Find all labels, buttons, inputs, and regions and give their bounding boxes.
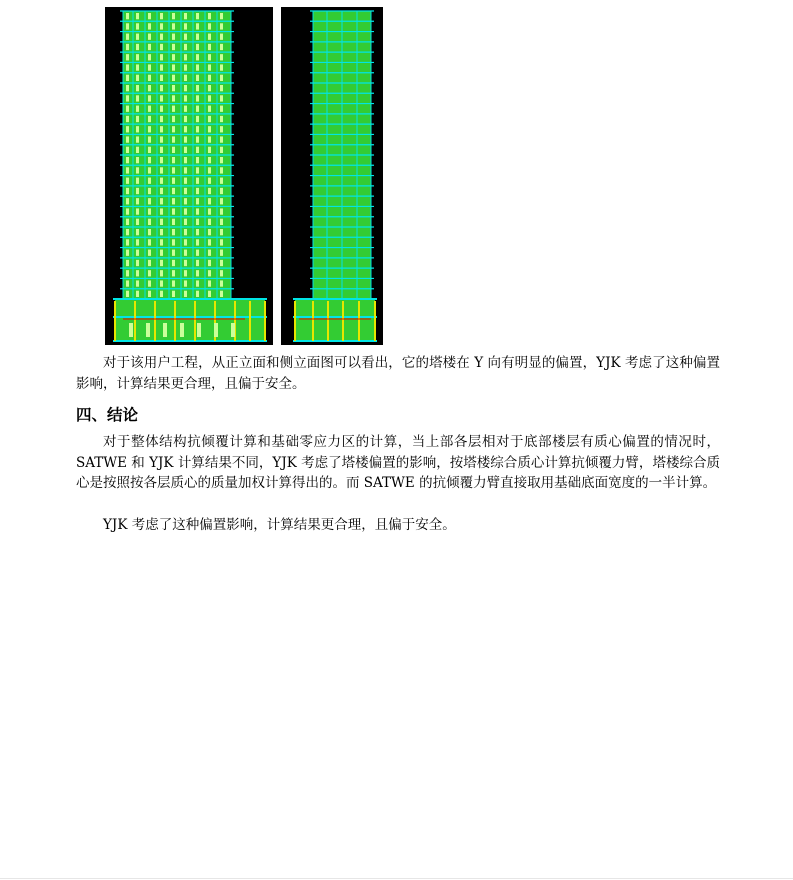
window <box>220 270 223 276</box>
window <box>126 23 129 29</box>
window <box>208 13 211 19</box>
window <box>184 208 187 214</box>
window <box>208 291 211 297</box>
window <box>208 64 211 70</box>
window <box>136 106 139 112</box>
window <box>126 75 129 81</box>
window <box>184 106 187 112</box>
window <box>148 34 151 40</box>
window <box>148 239 151 245</box>
window <box>148 270 151 276</box>
window <box>208 198 211 204</box>
section-heading-conclusion: 四、结论 <box>76 405 139 424</box>
window <box>148 13 151 19</box>
window <box>196 157 199 163</box>
window <box>136 219 139 225</box>
window <box>126 167 129 173</box>
window <box>172 44 175 50</box>
window <box>136 280 139 286</box>
window <box>136 23 139 29</box>
window <box>148 229 151 235</box>
window <box>208 280 211 286</box>
window <box>148 198 151 204</box>
window <box>196 75 199 81</box>
window <box>126 157 129 163</box>
window <box>208 219 211 225</box>
window <box>160 126 163 132</box>
window <box>220 85 223 91</box>
window <box>220 75 223 81</box>
window <box>126 291 129 297</box>
window <box>136 167 139 173</box>
window <box>160 116 163 122</box>
window <box>196 291 199 297</box>
window <box>220 64 223 70</box>
window <box>184 219 187 225</box>
podium-body <box>115 299 265 341</box>
window <box>196 167 199 173</box>
window <box>196 34 199 40</box>
window <box>196 219 199 225</box>
window <box>172 64 175 70</box>
window <box>148 44 151 50</box>
window <box>184 116 187 122</box>
window <box>220 147 223 153</box>
window <box>126 280 129 286</box>
window <box>136 64 139 70</box>
window <box>208 85 211 91</box>
window <box>148 54 151 60</box>
side-elevation-drawing-icon <box>281 7 383 345</box>
window <box>148 136 151 142</box>
window <box>184 54 187 60</box>
window <box>136 95 139 101</box>
window <box>196 13 199 19</box>
window <box>148 106 151 112</box>
window <box>220 260 223 266</box>
window <box>220 188 223 194</box>
window <box>136 178 139 184</box>
window <box>160 106 163 112</box>
window <box>136 260 139 266</box>
window <box>208 106 211 112</box>
window <box>172 188 175 194</box>
window <box>126 208 129 214</box>
window <box>220 95 223 101</box>
window <box>208 178 211 184</box>
window <box>160 136 163 142</box>
window <box>220 13 223 19</box>
window <box>184 23 187 29</box>
window <box>196 54 199 60</box>
window <box>196 64 199 70</box>
window <box>220 239 223 245</box>
window <box>172 157 175 163</box>
window <box>220 126 223 132</box>
window <box>196 270 199 276</box>
window <box>208 136 211 142</box>
window <box>172 291 175 297</box>
window <box>148 64 151 70</box>
window <box>126 229 129 235</box>
window <box>148 208 151 214</box>
window <box>208 157 211 163</box>
window <box>196 260 199 266</box>
window <box>160 64 163 70</box>
window <box>136 85 139 91</box>
window <box>136 270 139 276</box>
window <box>126 34 129 40</box>
window <box>160 270 163 276</box>
podium-window <box>146 323 150 337</box>
window <box>148 75 151 81</box>
window <box>220 229 223 235</box>
window <box>136 208 139 214</box>
window <box>220 250 223 256</box>
window <box>220 54 223 60</box>
window <box>148 250 151 256</box>
window <box>160 280 163 286</box>
window <box>136 13 139 19</box>
window <box>172 198 175 204</box>
window <box>126 178 129 184</box>
window <box>196 280 199 286</box>
window <box>148 219 151 225</box>
window <box>196 147 199 153</box>
window <box>184 198 187 204</box>
window <box>208 270 211 276</box>
window <box>196 106 199 112</box>
window <box>136 34 139 40</box>
window <box>160 75 163 81</box>
window <box>196 95 199 101</box>
window <box>172 54 175 60</box>
window <box>160 13 163 19</box>
window <box>160 291 163 297</box>
window <box>160 260 163 266</box>
window <box>184 64 187 70</box>
window <box>126 95 129 101</box>
podium-body <box>295 299 375 341</box>
window <box>136 250 139 256</box>
window <box>184 167 187 173</box>
window <box>172 95 175 101</box>
window <box>220 167 223 173</box>
window <box>136 229 139 235</box>
podium-window <box>129 323 133 337</box>
window <box>148 188 151 194</box>
window <box>208 34 211 40</box>
window <box>126 136 129 142</box>
window <box>136 136 139 142</box>
window <box>172 239 175 245</box>
window <box>196 239 199 245</box>
window <box>160 95 163 101</box>
podium-window <box>163 323 167 337</box>
window <box>160 239 163 245</box>
window <box>172 229 175 235</box>
window <box>208 147 211 153</box>
window <box>148 85 151 91</box>
window <box>196 188 199 194</box>
window <box>220 106 223 112</box>
window <box>172 260 175 266</box>
window <box>126 64 129 70</box>
front-elevation-figure <box>105 7 273 345</box>
window <box>172 34 175 40</box>
window <box>196 126 199 132</box>
window <box>160 34 163 40</box>
window <box>172 167 175 173</box>
window <box>136 126 139 132</box>
window <box>126 116 129 122</box>
window <box>184 250 187 256</box>
window <box>172 75 175 81</box>
window <box>196 208 199 214</box>
window <box>136 44 139 50</box>
window <box>172 250 175 256</box>
window <box>126 260 129 266</box>
podium-window <box>180 323 184 337</box>
window <box>160 167 163 173</box>
window <box>136 75 139 81</box>
window <box>220 116 223 122</box>
window <box>136 147 139 153</box>
window <box>184 75 187 81</box>
window <box>126 250 129 256</box>
window <box>220 280 223 286</box>
window <box>160 219 163 225</box>
window <box>126 198 129 204</box>
window <box>136 239 139 245</box>
window <box>184 260 187 266</box>
window <box>208 44 211 50</box>
window <box>184 280 187 286</box>
window <box>126 85 129 91</box>
window <box>160 178 163 184</box>
window <box>160 229 163 235</box>
side-elevation-figure <box>281 7 383 345</box>
window <box>208 167 211 173</box>
window <box>184 85 187 91</box>
window <box>184 95 187 101</box>
page-bottom-divider <box>0 878 793 879</box>
window <box>220 44 223 50</box>
window <box>208 188 211 194</box>
window <box>160 44 163 50</box>
window <box>220 291 223 297</box>
window <box>160 250 163 256</box>
window <box>160 208 163 214</box>
window <box>196 85 199 91</box>
window <box>208 116 211 122</box>
window <box>184 147 187 153</box>
window <box>136 54 139 60</box>
window <box>196 44 199 50</box>
window <box>160 54 163 60</box>
window <box>126 126 129 132</box>
window <box>184 136 187 142</box>
window <box>126 44 129 50</box>
window <box>172 178 175 184</box>
window <box>148 126 151 132</box>
window <box>126 54 129 60</box>
window <box>148 167 151 173</box>
window <box>220 136 223 142</box>
window <box>148 147 151 153</box>
window <box>184 126 187 132</box>
window <box>136 116 139 122</box>
window <box>208 229 211 235</box>
window <box>196 229 199 235</box>
window <box>160 85 163 91</box>
window <box>220 34 223 40</box>
window <box>196 116 199 122</box>
window <box>208 75 211 81</box>
window <box>136 198 139 204</box>
window <box>148 178 151 184</box>
window <box>184 239 187 245</box>
window <box>148 23 151 29</box>
paragraph-conclusion-body: 对于整体结构抗倾覆计算和基础零应力区的计算，当上部各层相对于底部楼层有质心偏置的情况时，SATWE 和 YJK 计算结果不同，YJK 考虑了塔楼偏置的影响，按塔楼综合质心计算抗倾覆力臂，塔楼综合质心是按照按各层质心的质量加权计算得出的。而 SATWE 的抗倾覆力臂直接取用基础底面宽度的一半计算。 <box>76 434 720 491</box>
window <box>172 13 175 19</box>
paragraph-conclusion-summary: YJK 考虑了这种偏置影响，计算结果更合理，且偏于安全。 <box>103 517 456 533</box>
window <box>184 229 187 235</box>
window <box>172 126 175 132</box>
window <box>172 116 175 122</box>
podium-window <box>197 323 201 337</box>
window <box>172 136 175 142</box>
window <box>184 44 187 50</box>
window <box>208 95 211 101</box>
front-elevation-drawing-icon <box>105 7 273 345</box>
window <box>220 178 223 184</box>
window <box>196 178 199 184</box>
window <box>220 198 223 204</box>
window <box>196 198 199 204</box>
window <box>208 208 211 214</box>
window <box>172 219 175 225</box>
window <box>160 23 163 29</box>
window <box>220 23 223 29</box>
window <box>148 95 151 101</box>
window <box>160 198 163 204</box>
paragraph-elevation-observation: 对于该用户工程，从正立面和侧立面图可以看出，它的塔楼在 Y 向有明显的偏置，YJK 考虑了这种偏置影响，计算结果更合理，且偏于安全。 <box>76 355 720 392</box>
podium-window <box>231 323 235 337</box>
window <box>208 54 211 60</box>
window <box>172 270 175 276</box>
window <box>160 188 163 194</box>
window <box>220 208 223 214</box>
window <box>172 106 175 112</box>
podium-window <box>214 323 218 337</box>
window <box>126 188 129 194</box>
window <box>126 270 129 276</box>
window <box>172 85 175 91</box>
window <box>172 147 175 153</box>
window <box>148 291 151 297</box>
window <box>196 23 199 29</box>
window <box>172 208 175 214</box>
window <box>126 147 129 153</box>
window <box>172 23 175 29</box>
window <box>126 13 129 19</box>
window <box>184 178 187 184</box>
window <box>126 239 129 245</box>
window <box>208 260 211 266</box>
window <box>184 13 187 19</box>
window <box>172 280 175 286</box>
window <box>126 106 129 112</box>
window <box>184 157 187 163</box>
window <box>126 219 129 225</box>
window <box>148 260 151 266</box>
window <box>208 23 211 29</box>
window <box>208 126 211 132</box>
window <box>136 291 139 297</box>
window <box>148 157 151 163</box>
window <box>184 291 187 297</box>
window <box>148 280 151 286</box>
window <box>148 116 151 122</box>
window <box>208 239 211 245</box>
window <box>184 188 187 194</box>
window <box>160 157 163 163</box>
window <box>196 250 199 256</box>
window <box>184 270 187 276</box>
window <box>136 188 139 194</box>
window <box>184 34 187 40</box>
window <box>196 136 199 142</box>
window <box>220 219 223 225</box>
window <box>136 157 139 163</box>
window <box>220 157 223 163</box>
window <box>208 250 211 256</box>
window <box>160 147 163 153</box>
